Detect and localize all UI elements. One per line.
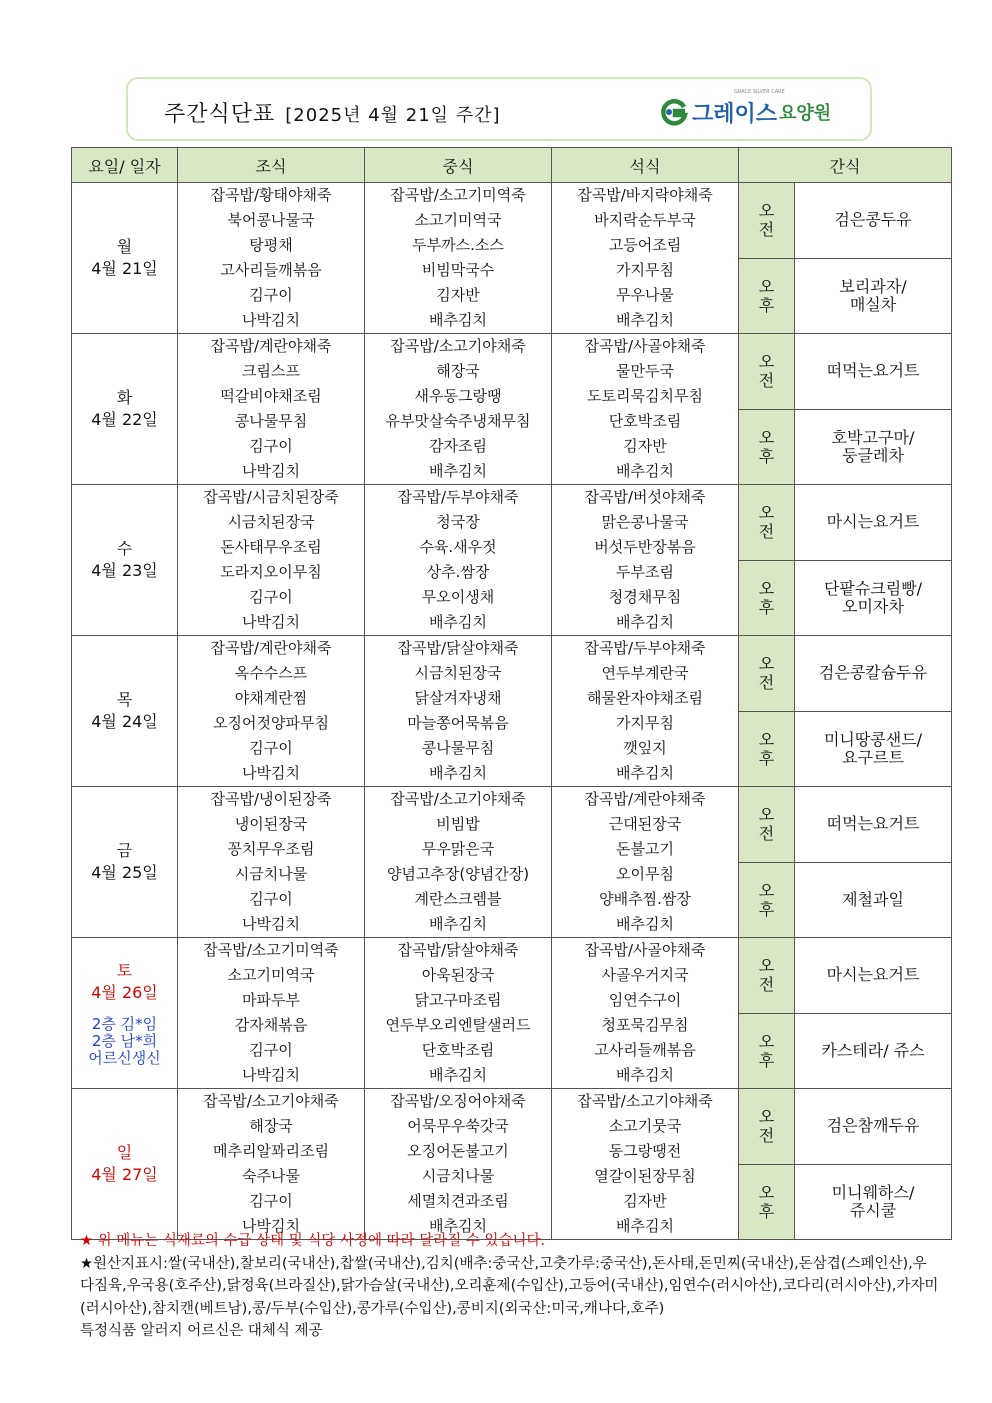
menu-item: 시금치된장국 xyxy=(414,664,502,682)
menu-item: 두부조림 xyxy=(616,563,674,581)
period-pm xyxy=(739,1013,795,1089)
menu-item: 잡곡밥/소고기야채죽 xyxy=(390,337,526,355)
menu-item: 가지무침 xyxy=(616,714,674,732)
menu-item: 비빔밥 xyxy=(436,815,480,833)
date: 4월 24일 xyxy=(91,712,158,731)
logo-sub: 요양원 xyxy=(779,103,832,124)
menu-item: 잡곡밥/냉이된장죽 xyxy=(210,790,332,808)
menu-item: 잡곡밥/계란야채죽 xyxy=(584,790,706,808)
period-label: 오 전 xyxy=(758,654,775,693)
day-cell xyxy=(72,334,178,485)
menu-item: 소고기미역국 xyxy=(227,966,315,984)
menu-item: 해물완자야채조림 xyxy=(587,689,703,707)
period-label: 오 전 xyxy=(758,503,775,542)
header-snack: 간식 xyxy=(739,148,952,183)
menu-item: 버섯두반장볶음 xyxy=(594,538,696,556)
logo-name: 그레이스 xyxy=(692,101,778,127)
menu-item: 단호박조림 xyxy=(608,412,682,430)
menu-item: 임연수구이 xyxy=(608,991,682,1009)
menu-item: 배추김치 xyxy=(616,764,674,782)
menu-item: 잡곡밥/소고기야채죽 xyxy=(577,1092,713,1110)
menu-item: 잡곡밥/계란야채죽 xyxy=(210,337,332,355)
lunch-cell xyxy=(365,636,552,787)
menu-item: 도라지오이무침 xyxy=(220,563,322,581)
allergy-notice: 특정식품 알러지 어르신은 대체식 제공 xyxy=(80,1323,323,1339)
menu-item: 해장국 xyxy=(249,1117,293,1135)
period-am xyxy=(739,636,795,712)
date: 4월 25일 xyxy=(91,863,158,882)
birthday-note xyxy=(72,1016,177,1067)
menu-item: 오징어젓양파무침 xyxy=(213,714,329,732)
menu-item: 배추김치 xyxy=(429,764,487,782)
menu-item: 무우맑은국 xyxy=(421,840,495,858)
menu-item: 김구이 xyxy=(249,890,293,908)
menu-item: 배추김치 xyxy=(616,613,674,631)
origin-labeling: ★원산지표시:쌀(국내산),찰보리(국내산),찹쌀(국내산),김치(배추:중국산,고춧가루:중국산),돈사태,돈민찌(국내산),돈삼겹(스페인산),우다짐육,우국용(호주산),닭정육(브라질산),닭가슴살(국내산),오리훈제(수입산),고등어(국내산),임연수(러시아산),코다리(러시아산),가자미(러시아산),참치캔(베트남),콩/두부(수입산),콩가루(수입산),콩비지(외국산:미국,캐나다,호주) xyxy=(80,1255,939,1317)
day-row-am xyxy=(72,485,952,561)
header-day: 요일/ 일자 xyxy=(72,148,178,183)
menu-item: 연두부계란국 xyxy=(601,664,689,682)
menu-item: 배추김치 xyxy=(429,613,487,631)
menu-item: 바지락순두부국 xyxy=(594,211,696,229)
menu-item: 도토리묵김치무침 xyxy=(587,387,703,405)
birthday-line: 2층 남*희 xyxy=(91,1031,158,1050)
menu-item: 잡곡밥/시금치된장죽 xyxy=(203,488,339,506)
date-range: [2025년 4월 21일 주간] xyxy=(285,105,501,126)
menu-item: 잡곡밥/소고기미역죽 xyxy=(390,186,526,204)
period-label: 오 후 xyxy=(758,729,775,768)
menu-item: 맑은콩나물국 xyxy=(601,513,689,531)
header-box xyxy=(126,77,872,141)
period-am xyxy=(739,1089,795,1165)
menu-item: 시금치된장국 xyxy=(227,513,315,531)
menu-item: 새우동그랑땡 xyxy=(414,387,502,405)
menu-item: 잡곡밥/소고기야채죽 xyxy=(390,790,526,808)
lunch-cell xyxy=(365,1089,552,1240)
menu-item: 배추김치 xyxy=(429,1217,487,1235)
logo-tagline: GRACE SILVER CARE xyxy=(734,89,785,95)
weekday: 화 xyxy=(116,388,133,407)
menu-item: 배추김치 xyxy=(429,462,487,480)
menu-item: 감자채볶음 xyxy=(234,1016,308,1034)
menu-item: 무오이생채 xyxy=(421,588,495,606)
menu-item: 꽁치무우조림 xyxy=(227,840,315,858)
snack-pm: 카스테라/ 쥬스 xyxy=(795,1013,952,1089)
menu-item: 계란스크렘블 xyxy=(414,890,502,908)
day-row-am xyxy=(72,787,952,863)
menu-item: 잡곡밥/소고기미역죽 xyxy=(203,941,339,959)
birthday-line: 어르신생신 xyxy=(88,1048,161,1067)
menu-item: 마늘쫑어묵볶음 xyxy=(407,714,509,732)
menu-item: 탕평채 xyxy=(249,236,293,254)
menu-item: 깻잎지 xyxy=(623,739,667,757)
menu-item: 고사리들깨볶음 xyxy=(594,1041,696,1059)
page-title xyxy=(164,97,501,128)
dinner-cell xyxy=(552,334,739,485)
menu-item: 김구이 xyxy=(249,739,293,757)
menu-item: 돈사태무우조림 xyxy=(220,538,322,556)
menu-item: 배추김치 xyxy=(429,1066,487,1084)
weekday: 금 xyxy=(116,841,133,860)
period-am xyxy=(739,787,795,863)
period-pm xyxy=(739,711,795,787)
menu-item: 비빔막국수 xyxy=(421,261,495,279)
menu-item: 청국장 xyxy=(436,513,480,531)
menu-item: 상추.쌈장 xyxy=(426,563,490,581)
menu-item: 잡곡밥/버섯야채죽 xyxy=(584,488,706,506)
menu-item: 숙주나물 xyxy=(242,1167,300,1185)
period-label: 오 전 xyxy=(758,352,775,391)
menu-item: 양배추찜.쌈장 xyxy=(599,890,691,908)
menu-item: 시금치나물 xyxy=(234,865,308,883)
breakfast-cell xyxy=(178,334,365,485)
snack-am: 검은참깨두유 xyxy=(795,1089,952,1165)
menu-item: 배추김치 xyxy=(429,915,487,933)
menu-item: 무우나물 xyxy=(616,286,674,304)
menu-item: 나박김치 xyxy=(242,311,300,329)
snack-am: 마시는요거트 xyxy=(795,938,952,1014)
menu-item: 배추김치 xyxy=(616,1217,674,1235)
menu-item: 김자반 xyxy=(623,1192,667,1210)
menu-item: 배추김치 xyxy=(429,311,487,329)
menu-item: 오징어돈불고기 xyxy=(407,1142,509,1160)
menu-item: 연두부오리엔탈샐러드 xyxy=(385,1016,531,1034)
date: 4월 22일 xyxy=(91,410,158,429)
weekday: 수 xyxy=(116,539,133,558)
breakfast-cell xyxy=(178,938,365,1089)
birthday-line: 2층 김*임 xyxy=(91,1014,158,1033)
menu-item: 마파두부 xyxy=(242,991,300,1009)
menu-item: 잡곡밥/사골야채죽 xyxy=(584,941,706,959)
date: 4월 27일 xyxy=(91,1165,158,1184)
period-label: 오 전 xyxy=(758,201,775,240)
snack-pm: 단팥슈크림빵/ 오미자차 xyxy=(795,560,952,636)
header-dinner: 석식 xyxy=(552,148,739,183)
menu-item: 잡곡밥/두부야채죽 xyxy=(584,639,706,657)
notice-warning: ★ 위 메뉴는 식재료의 수급 상태 및 식당 사정에 따라 달라질 수 있습니다. xyxy=(80,1233,546,1249)
dinner-cell xyxy=(552,938,739,1089)
dinner-cell xyxy=(552,1089,739,1240)
menu-item: 청포묵김무침 xyxy=(601,1016,689,1034)
menu-item: 메추리알꽈리조림 xyxy=(213,1142,329,1160)
date: 4월 21일 xyxy=(91,259,158,278)
menu-item: 나박김치 xyxy=(242,1217,300,1235)
day-row-am xyxy=(72,938,952,1014)
period-am xyxy=(739,938,795,1014)
dinner-cell xyxy=(552,787,739,938)
snack-pm: 미니땅콩샌드/ 요구르트 xyxy=(795,711,952,787)
table-header-row xyxy=(72,148,952,183)
snack-am: 검은콩두유 xyxy=(795,183,952,259)
period-pm xyxy=(739,560,795,636)
title-text: 주간식단표 xyxy=(164,102,276,127)
menu-item: 잡곡밥/바지락야채죽 xyxy=(577,186,713,204)
menu-item: 콩나물무침 xyxy=(234,412,308,430)
breakfast-cell xyxy=(178,636,365,787)
period-label: 오 후 xyxy=(758,880,775,919)
snack-am: 떠먹는요거트 xyxy=(795,787,952,863)
menu-item: 북어콩나물국 xyxy=(227,211,315,229)
header-lunch: 중식 xyxy=(365,148,552,183)
menu-item: 잡곡밥/닭살야채죽 xyxy=(397,941,519,959)
menu-item: 수육.새우젓 xyxy=(419,538,497,556)
period-label: 오 후 xyxy=(758,578,775,617)
snack-pm: 호박고구마/ 둥글레차 xyxy=(795,409,952,485)
weekday: 토 xyxy=(116,960,133,980)
period-pm xyxy=(739,1164,795,1240)
menu-item: 고등어조림 xyxy=(608,236,682,254)
menu-item: 시금치나물 xyxy=(421,1167,495,1185)
menu-item: 가지무침 xyxy=(616,261,674,279)
day-row-am xyxy=(72,1089,952,1165)
day-cell xyxy=(72,787,178,938)
day-cell xyxy=(72,636,178,787)
menu-item: 옥수수스프 xyxy=(234,664,308,682)
menu-item: 아욱된장국 xyxy=(421,966,495,984)
menu-item: 열갈이된장무침 xyxy=(594,1167,696,1185)
period-am xyxy=(739,183,795,259)
menu-item: 잡곡밥/소고기야채죽 xyxy=(203,1092,339,1110)
snack-am: 떠먹는요거트 xyxy=(795,334,952,410)
weekday: 목 xyxy=(116,690,133,709)
day-cell xyxy=(72,1089,178,1240)
header-breakfast: 조식 xyxy=(178,148,365,183)
menu-item: 물만두국 xyxy=(616,362,674,380)
breakfast-cell xyxy=(178,1089,365,1240)
menu-item: 고사리들깨볶음 xyxy=(220,261,322,279)
breakfast-cell xyxy=(178,485,365,636)
menu-item: 소고기미역국 xyxy=(414,211,502,229)
period-am xyxy=(739,334,795,410)
menu-item: 나박김치 xyxy=(242,764,300,782)
menu-item: 나박김치 xyxy=(242,1066,300,1084)
menu-item: 사골우거지국 xyxy=(601,966,689,984)
menu-item: 어묵무우쑥갓국 xyxy=(407,1117,509,1135)
menu-item: 돈불고기 xyxy=(616,840,674,858)
menu-item: 김자반 xyxy=(623,437,667,455)
menu-item: 나박김치 xyxy=(242,613,300,631)
lunch-cell xyxy=(365,183,552,334)
period-label: 오 후 xyxy=(758,1031,775,1070)
menu-item: 크림스프 xyxy=(242,362,300,380)
lunch-cell xyxy=(365,787,552,938)
menu-item: 야채계란찜 xyxy=(234,689,308,707)
menu-item: 김구이 xyxy=(249,437,293,455)
menu-item: 냉이된장국 xyxy=(234,815,308,833)
menu-item: 잡곡밥/오징어야채죽 xyxy=(390,1092,526,1110)
lunch-cell xyxy=(365,938,552,1089)
period-pm xyxy=(739,258,795,334)
menu-item: 닭살겨자냉채 xyxy=(414,689,502,707)
menu-item: 나박김치 xyxy=(242,462,300,480)
breakfast-cell xyxy=(178,183,365,334)
snack-pm: 미니웨하스/ 쥬시쿨 xyxy=(795,1164,952,1240)
snack-am: 검은콩칼슘두유 xyxy=(795,636,952,712)
day-row-am xyxy=(72,183,952,259)
menu-item: 두부까스.소스 xyxy=(412,236,504,254)
menu-body xyxy=(72,183,952,1240)
menu-item: 배추김치 xyxy=(616,915,674,933)
menu-item: 김구이 xyxy=(249,286,293,304)
menu-item: 양념고추장(양념간장) xyxy=(386,865,530,883)
lunch-cell xyxy=(365,334,552,485)
menu-item: 세멸치견과조림 xyxy=(407,1192,509,1210)
logo xyxy=(660,89,832,129)
menu-item: 동그랑땡전 xyxy=(608,1142,682,1160)
menu-item: 근대된장국 xyxy=(608,815,682,833)
dinner-cell xyxy=(552,183,739,334)
grace-logo-icon xyxy=(660,98,688,126)
menu-item: 청경채무침 xyxy=(608,588,682,606)
period-label: 오 후 xyxy=(758,1182,775,1221)
menu-item: 닭고구마조림 xyxy=(414,991,502,1009)
menu-table xyxy=(71,147,952,1240)
period-pm xyxy=(739,862,795,938)
menu-item: 잡곡밥/황태야채죽 xyxy=(210,186,332,204)
menu-item: 단호박조림 xyxy=(421,1041,495,1059)
menu-item: 김구이 xyxy=(249,1041,293,1059)
weekday: 일 xyxy=(116,1143,133,1162)
day-row-am xyxy=(72,334,952,410)
dinner-cell xyxy=(552,485,739,636)
menu-item: 잡곡밥/계란야채죽 xyxy=(210,639,332,657)
day-cell xyxy=(72,183,178,334)
day-row-am xyxy=(72,636,952,712)
menu-item: 배추김치 xyxy=(616,311,674,329)
breakfast-cell xyxy=(178,787,365,938)
menu-item: 잡곡밥/닭살야채죽 xyxy=(397,639,519,657)
snack-pm: 보리과자/ 매실차 xyxy=(795,258,952,334)
menu-item: 김구이 xyxy=(249,1192,293,1210)
day-cell xyxy=(72,938,178,1089)
menu-item: 감자조림 xyxy=(429,437,487,455)
lunch-cell xyxy=(365,485,552,636)
weekday: 월 xyxy=(116,237,133,256)
snack-pm: 제철과일 xyxy=(795,862,952,938)
date: 4월 26일 xyxy=(91,982,158,1002)
day-cell xyxy=(72,485,178,636)
menu-item: 유부맛살숙주냉채무침 xyxy=(385,412,531,430)
menu-item: 소고기뭇국 xyxy=(608,1117,682,1135)
period-label: 오 전 xyxy=(758,956,775,995)
menu-item: 떡갈비야채조림 xyxy=(220,387,322,405)
menu-item: 김자반 xyxy=(436,286,480,304)
menu-item: 잡곡밥/두부야채죽 xyxy=(397,488,519,506)
snack-am: 마시는요거트 xyxy=(795,485,952,561)
dinner-cell xyxy=(552,636,739,787)
menu-item: 잡곡밥/사골야채죽 xyxy=(584,337,706,355)
period-label: 오 전 xyxy=(758,805,775,844)
period-label: 오 후 xyxy=(758,276,775,315)
menu-item: 김구이 xyxy=(249,588,293,606)
menu-item: 콩나물무침 xyxy=(421,739,495,757)
period-pm xyxy=(739,409,795,485)
menu-item: 오이무침 xyxy=(616,865,674,883)
period-label: 오 전 xyxy=(758,1107,775,1146)
date: 4월 23일 xyxy=(91,561,158,580)
menu-item: 나박김치 xyxy=(242,915,300,933)
period-am xyxy=(739,485,795,561)
menu-item: 배추김치 xyxy=(616,1066,674,1084)
menu-item: 배추김치 xyxy=(616,462,674,480)
period-label: 오 후 xyxy=(758,427,775,466)
notes xyxy=(80,1230,940,1343)
menu-item: 해장국 xyxy=(436,362,480,380)
